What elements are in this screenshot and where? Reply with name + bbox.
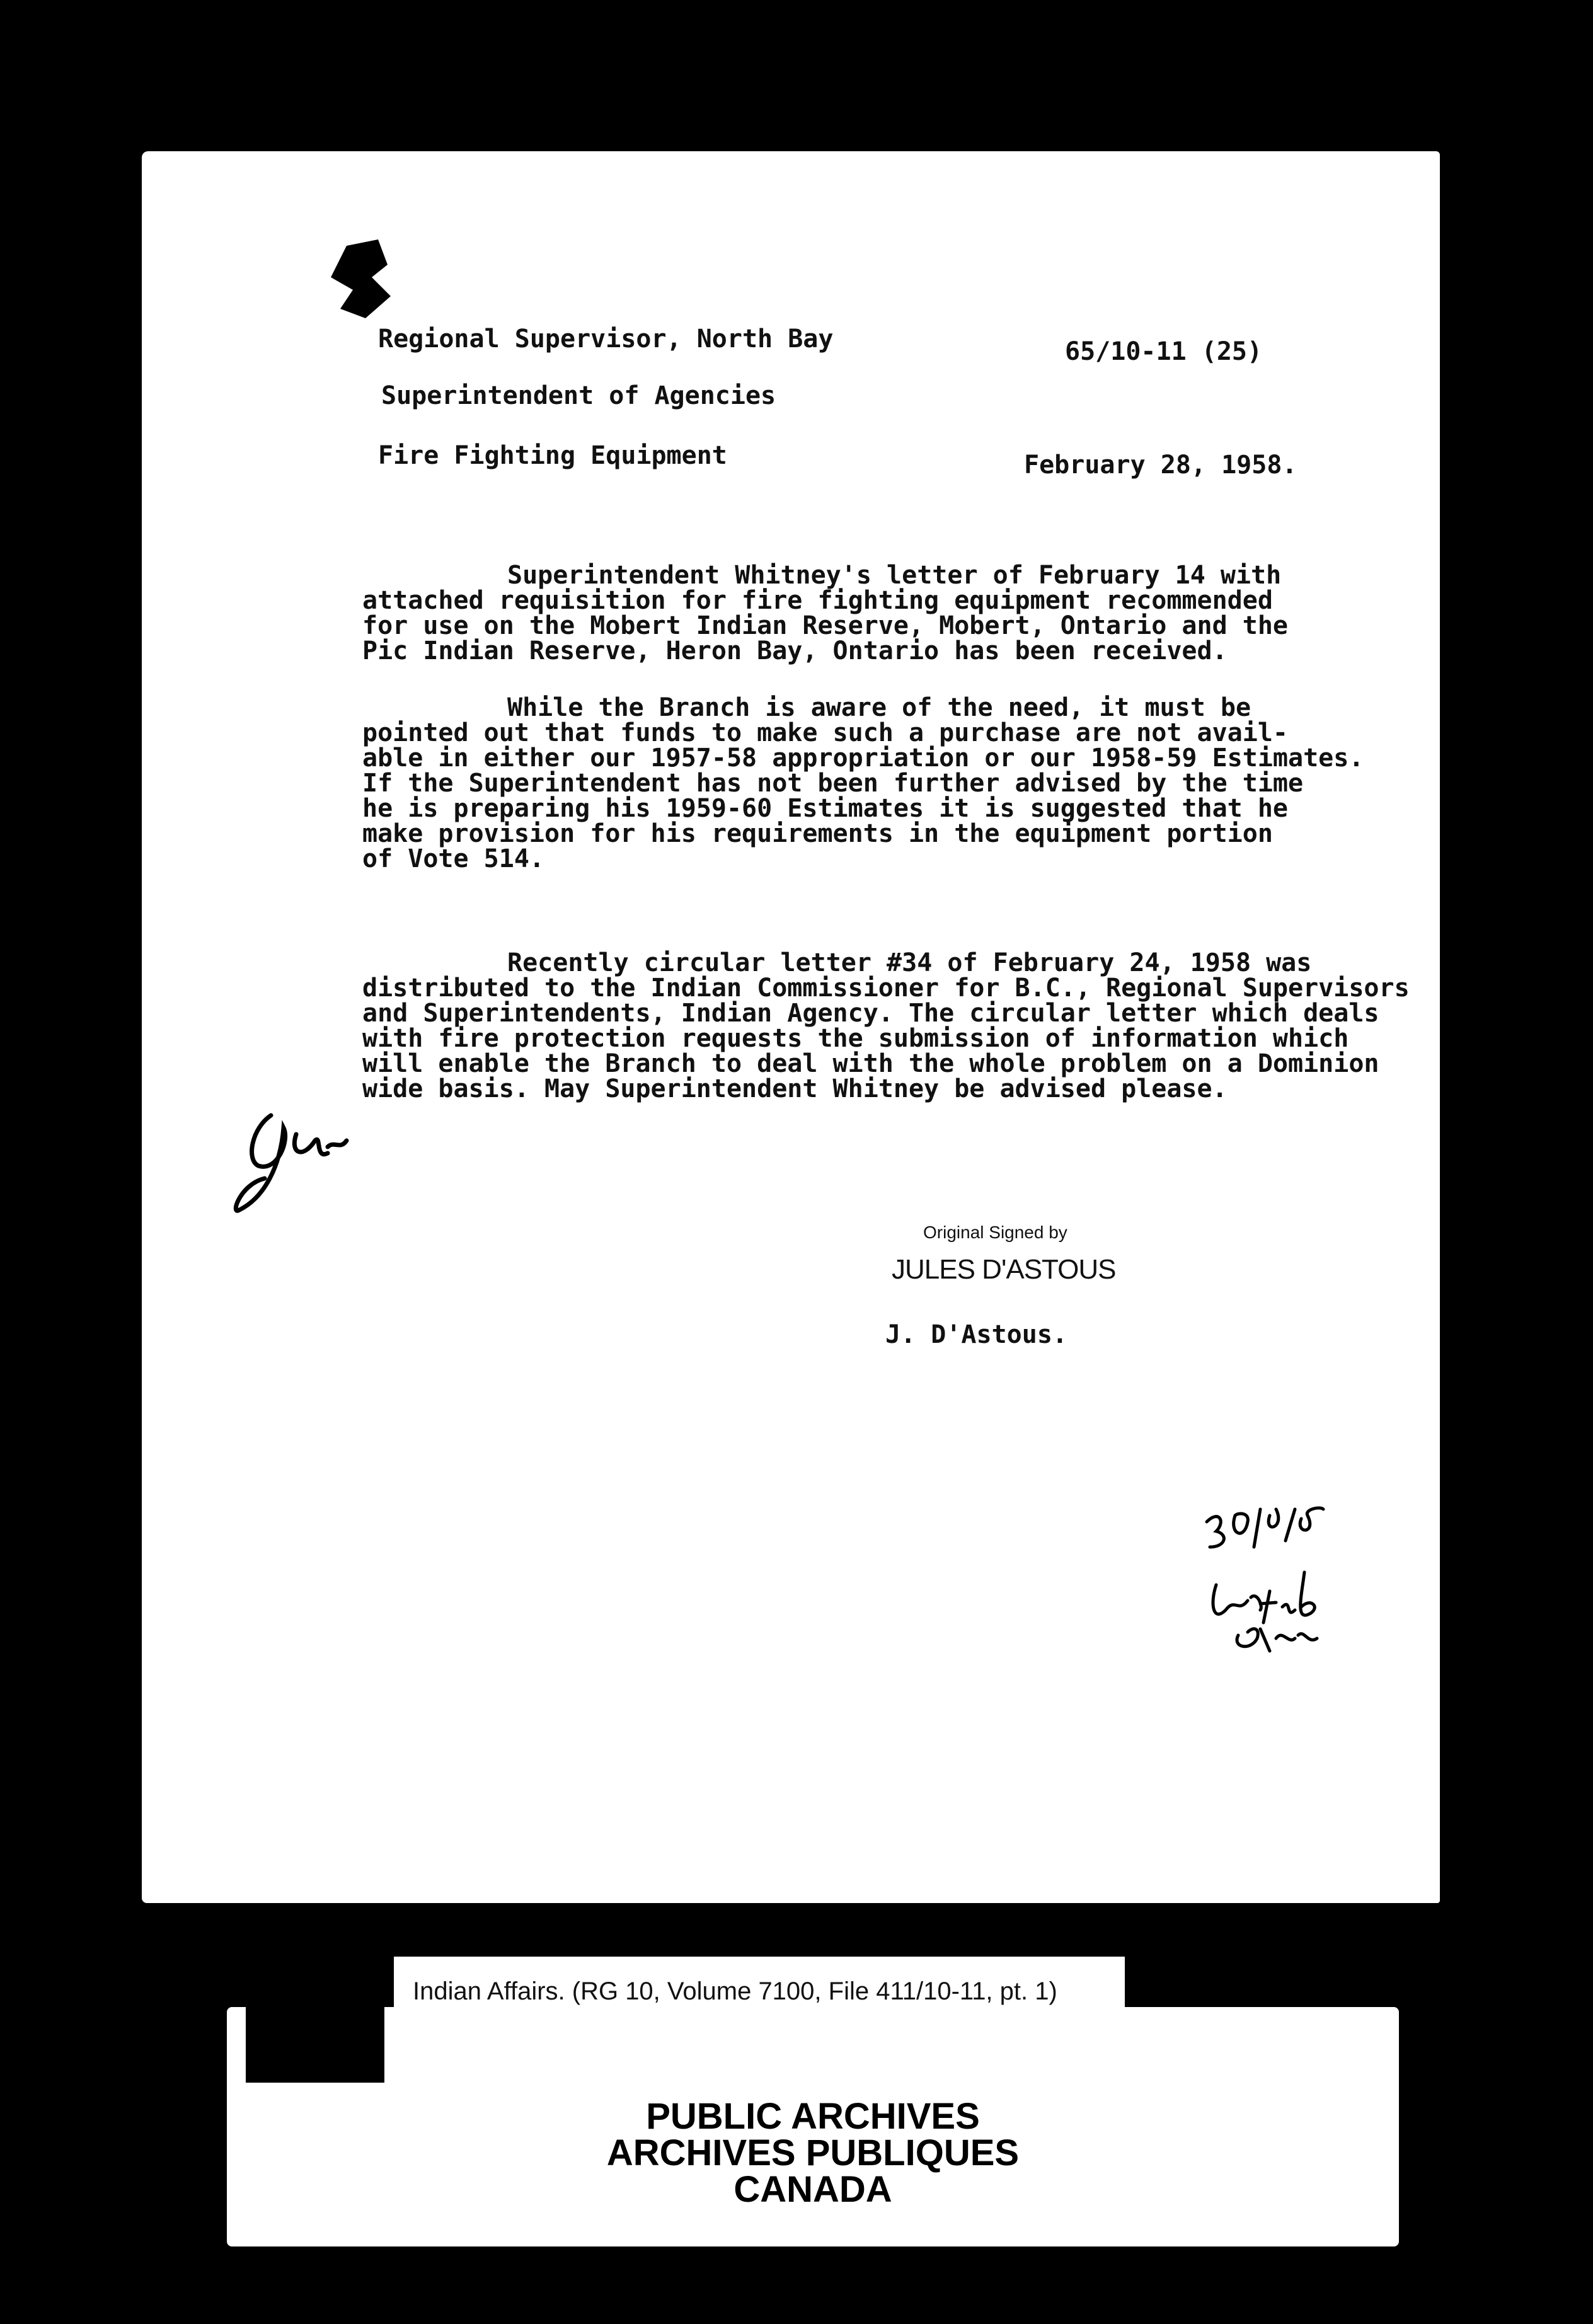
recipient-line: Regional Supervisor, North Bay [378,325,834,354]
paragraph-1 [362,563,1295,664]
paragraph-3 [362,948,1410,1103]
paragraph-3-line: Recently circular letter #34 of February 24, 1958 was [507,948,1312,977]
paragraph-2 [362,693,1364,873]
paragraph-3-line: with fire protection requests the submission of information which [362,1024,1349,1053]
archive-line-1: PUBLIC ARCHIVES [646,2096,980,2137]
paragraph-2-line: of Vote 514. [362,844,544,873]
paragraph-2-line: pointed out that funds to make such a purchase are not avail- [362,718,1289,747]
paragraph-1-line: Superintendent Whitney's letter of February 14 with [507,561,1282,590]
archive-line-2: ARCHIVES PUBLIQUES [606,2132,1020,2173]
file-reference: 65/10-11 (25) [1065,337,1263,366]
archive-card-notch [246,2007,384,2083]
typed-signatory: J. D'Astous. [885,1320,1067,1349]
paragraph-1-line: Pic Indian Reserve, Heron Bay, Ontario has been received. [362,636,1228,665]
paragraph-1-line: for use on the Mobert Indian Reserve, Mobert, Ontario and the [362,611,1289,640]
handwritten-initials [227,1090,384,1222]
original-signed-stamp: Original Signed by [923,1222,1067,1242]
handwritten-note [1200,1497,1352,1654]
archive-reference-label: Indian Affairs. (RG 10, Volume 7100, File 411/10-11, pt. 1) [394,1957,1125,2026]
subject-line: Fire Fighting Equipment [378,441,727,470]
paragraph-3-line: wide basis. May Superintendent Whitney be advised please. [362,1074,1228,1103]
sender-line: Superintendent of Agencies [381,381,776,410]
paragraph-2-line: able in either our 1957-58 appropriation or our 1958-59 Estimates. [362,744,1364,773]
archive-line-3: CANADA [733,2169,892,2210]
paragraph-3-line: will enable the Branch to deal with the whole problem on a Dominion [362,1049,1379,1078]
paragraph-3-line: and Superintendents, Indian Agency. The circular letter which deals [362,999,1379,1028]
paragraph-2-line: If the Superintendent has not been further advised by the time [362,769,1304,798]
letter-date: February 28, 1958. [1024,451,1297,480]
paragraph-1-line: attached requisition for fire fighting equipment recommended [362,586,1273,615]
archive-stamp [227,2098,1399,2208]
ink-blot [328,239,403,321]
paragraph-2-line: While the Branch is aware of the need, it must be [507,693,1251,722]
paragraph-2-line: he is preparing his 1959-60 Estimates it is suggested that he [362,794,1289,823]
paragraph-3-line: distributed to the Indian Commissioner for B.C., Regional Supervisors [362,974,1410,1003]
paragraph-2-line: make provision for his requirements in the equipment portion [362,819,1273,848]
signatory-name-stamp: JULES D'ASTOUS [892,1254,1116,1285]
